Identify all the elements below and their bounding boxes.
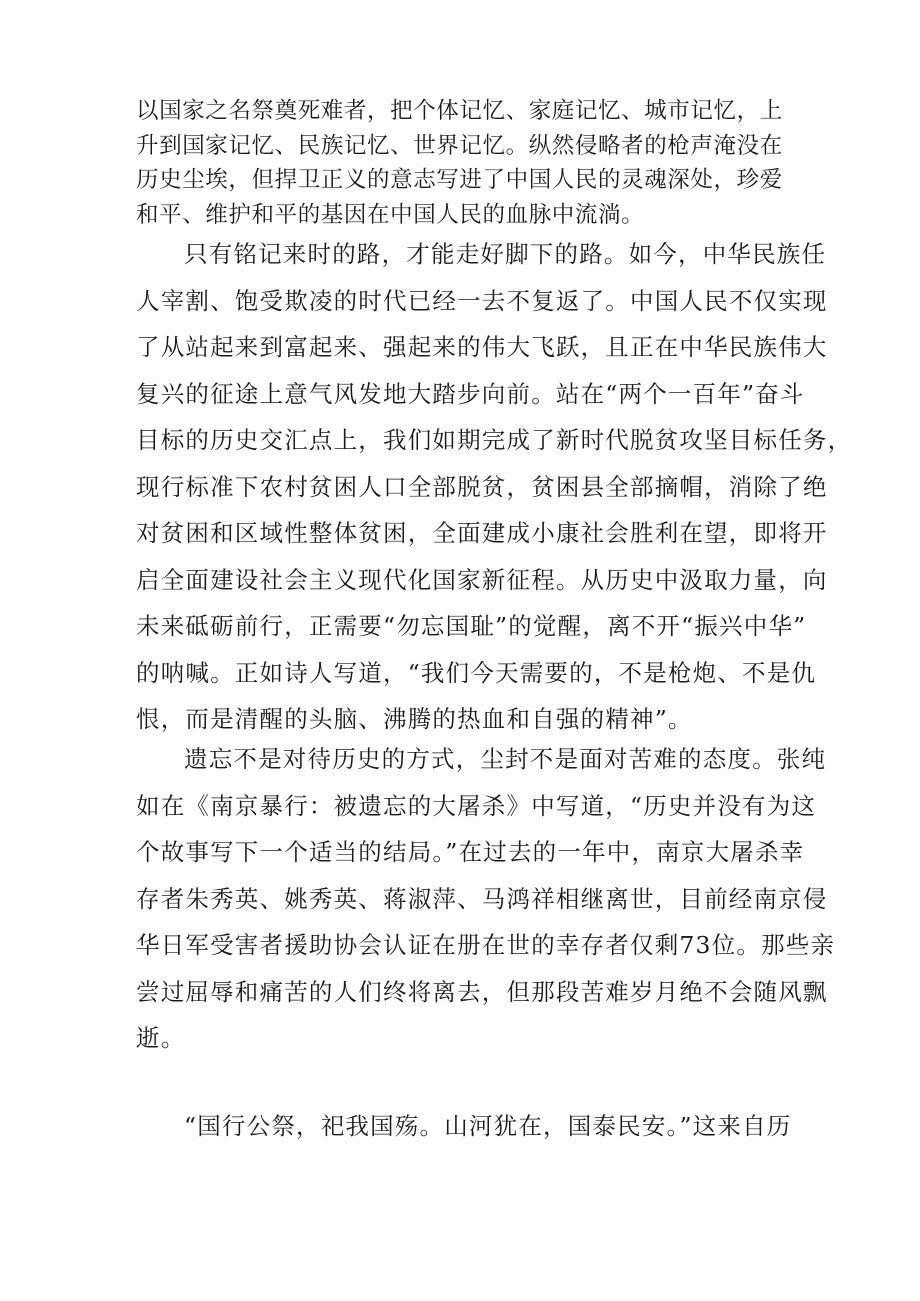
paragraph-line: 尝过屈辱和痛苦的人们终将离去，但那段苦难岁月绝不会随风飘 xyxy=(136,977,828,1006)
paragraph-line: 以国家之名祭奠死难者，把个体记忆、家庭记忆、城市记忆，上 xyxy=(136,98,783,124)
paragraph-line: 现行标准下农村贫困人口全部脱贫，贫困县全部摘帽，消除了绝 xyxy=(136,472,828,501)
paragraph-line: 恨，而是清醒的头脑、沸腾的热血和自强的精神”。 xyxy=(136,705,693,733)
paragraph-line: 逝。 xyxy=(136,1024,186,1052)
paragraph-line: 目标的历史交汇点上，我们如期完成了新时代脱贫攻坚目标任务， xyxy=(136,426,853,454)
paragraph-line: 人宰割、饱受欺凌的时代已经一去不复返了。中国人民不仅实现 xyxy=(136,286,828,315)
paragraph-line: 个故事写下一个适当的结局。”在过去的一年中，南京大屠杀幸 xyxy=(136,838,805,866)
paragraph-line: 存者朱秀英、姚秀英、蒋淑萍、马鸿祥相继离世，目前经南京侵 xyxy=(136,884,828,913)
paragraph-line: 历史尘埃，但捍卫正义的意志写进了中国人民的灵魂深处，珍爱 xyxy=(136,167,783,193)
paragraph-line: 和平、维护和平的基因在中国人民的血脉中流淌。 xyxy=(136,201,645,228)
paragraph-line: 遗忘不是对待历史的方式，尘封不是面对苦难的态度。张纯 xyxy=(184,745,827,773)
paragraph-1 xyxy=(136,94,796,232)
paragraph-line: 如在《南京暴行：被遗忘的大屠杀》中写道，“历史并没有为这 xyxy=(136,791,817,820)
paragraph-line: 华日军受害者援助协会认证在册在世的幸存者仅剩73位。那些亲 xyxy=(136,931,836,959)
paragraph-line: 复兴的征途上意气风发地大踏步向前。站在“两个一百年”奋斗 xyxy=(136,379,805,408)
paragraph-4 xyxy=(136,1103,796,1150)
paragraph-line: 了从站起来到富起来、强起来的伟大飞跃，且正在中华民族伟大 xyxy=(136,333,828,361)
paragraph-line: 的呐喊。正如诗人写道，“我们今天需要的，不是枪炮、不是仇 xyxy=(136,658,817,687)
paragraph-2 xyxy=(136,231,853,743)
paragraph-line: 只有铭记来时的路，才能走好脚下的路。如今，中华民族任 xyxy=(184,240,827,268)
paragraph-3 xyxy=(136,736,836,1062)
paragraph-line: 未来砥砺前行，正需要“勿忘国耻”的觉醒，离不开“振兴中华” xyxy=(136,612,807,640)
paragraph-line: “国行公祭，祀我国殇。山河犹在，国泰民安。”这来自历 xyxy=(184,1112,792,1140)
paragraph-line: 启全面建设社会主义现代化国家新征程。从历史中汲取力量，向 xyxy=(136,565,828,594)
paragraph-line: 对贫困和区域性整体贫困，全面建成小康社会胜利在望，即将开 xyxy=(136,519,828,547)
paragraph-line: 升到国家记忆、民族记忆、世界记忆。纵然侵略者的枪声淹没在 xyxy=(136,132,783,159)
